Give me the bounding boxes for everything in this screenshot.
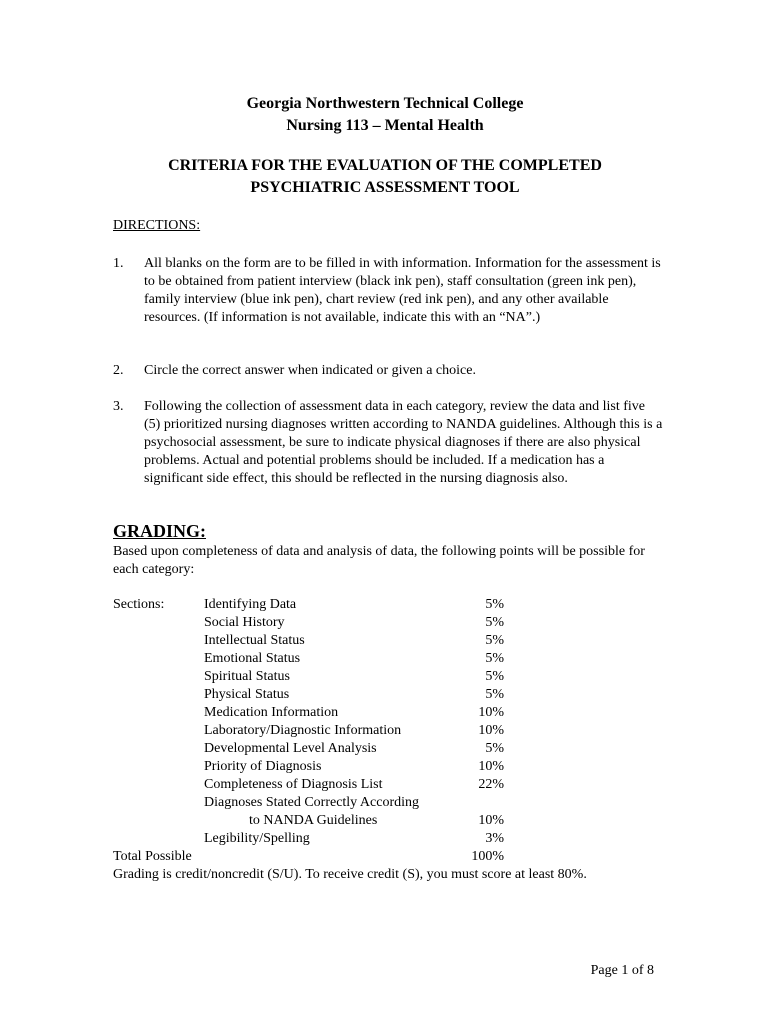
total-row [113,848,504,866]
total-percent: 100% [471,849,504,864]
section-row [204,668,504,686]
section-percent: 10% [478,705,504,720]
direction-number: 1. [113,256,124,271]
grading-note: Grading is credit/noncredit (S/U). To receive credit (S), you must score at least 80%. [113,867,587,882]
section-row [204,650,504,668]
section-row [204,776,504,794]
direction-number: 2. [113,363,124,378]
section-row [204,686,504,704]
section-row [204,758,504,776]
section-percent: 10% [478,813,504,828]
section-row [204,632,504,650]
section-row [204,614,504,632]
section-percent: 5% [485,741,504,756]
direction-text: Circle the correct answer when indicated or given a choice. [144,363,476,378]
direction-text: Following the collection of assessment data in each category, review the data and list five (5) prioritized nursing diagnoses written according to NANDA guidelines. Although this is a psychosocial assessment, be sure to indicate physical diagnoses if there are also physical problems. Actual and potential problems should be included. If a medication has a significant side effect, this should be reflected in the nursing diagnosis also. [144,399,663,486]
section-name: Intellectual Status [204,633,305,648]
section-name: Laboratory/Diagnostic Information [204,723,402,738]
direction-text: All blanks on the form are to be filled in with information. Information for the assessment is to be obtained from patient interview (black ink pen), staff consultation (green ink pen), family interview (blue ink pen), chart review (red ink pen), and any other available resources. (If information is not available, indicate this with an “NA”.) [144,256,661,325]
section-row [204,596,504,614]
section-row [204,704,504,722]
section-name: Developmental Level Analysis [204,741,377,756]
section-percent: 5% [485,597,504,612]
college-name: Georgia Northwestern Technical College [246,95,524,112]
section-percent: 5% [485,669,504,684]
section-percent: 5% [485,615,504,630]
section-name: Physical Status [204,687,290,702]
section-row [204,812,504,830]
section-name: Diagnoses Stated Correctly According [204,795,420,810]
grading-heading: GRADING: [113,521,206,541]
sections-list [204,596,504,848]
directions-heading: DIRECTIONS: [113,218,201,233]
section-name: to NANDA Guidelines [249,813,378,828]
sections-label: Sections: [113,597,165,612]
total-label: Total Possible [113,849,192,864]
direction-number: 3. [113,399,124,414]
section-percent: 10% [478,759,504,774]
section-percent: 5% [485,687,504,702]
section-name: Spiritual Status [204,669,290,684]
section-name: Emotional Status [204,651,301,666]
document-title-line-2: PSYCHIATRIC ASSESSMENT TOOL [250,179,520,196]
section-name: Social History [204,615,285,630]
section-name: Legibility/Spelling [204,831,310,846]
course-title: Nursing 113 – Mental Health [286,117,484,134]
section-percent: 10% [478,723,504,738]
section-percent: 5% [485,651,504,666]
section-name: Priority of Diagnosis [204,759,322,774]
document-title-line-1: CRITERIA FOR THE EVALUATION OF THE COMPLETED [168,157,602,174]
section-percent: 3% [485,831,504,846]
section-percent: 5% [485,633,504,648]
section-row [204,722,504,740]
section-row [204,794,504,812]
section-name: Identifying Data [204,597,297,612]
page-number: Page 1 of 8 [590,963,654,978]
section-percent: 22% [478,777,504,792]
section-row [204,830,504,848]
section-name: Medication Information [204,705,339,720]
section-row [204,740,504,758]
section-name: Completeness of Diagnosis List [204,777,383,792]
grading-intro: Based upon completeness of data and analysis of data, the following points will be possible for each category: [113,544,645,577]
